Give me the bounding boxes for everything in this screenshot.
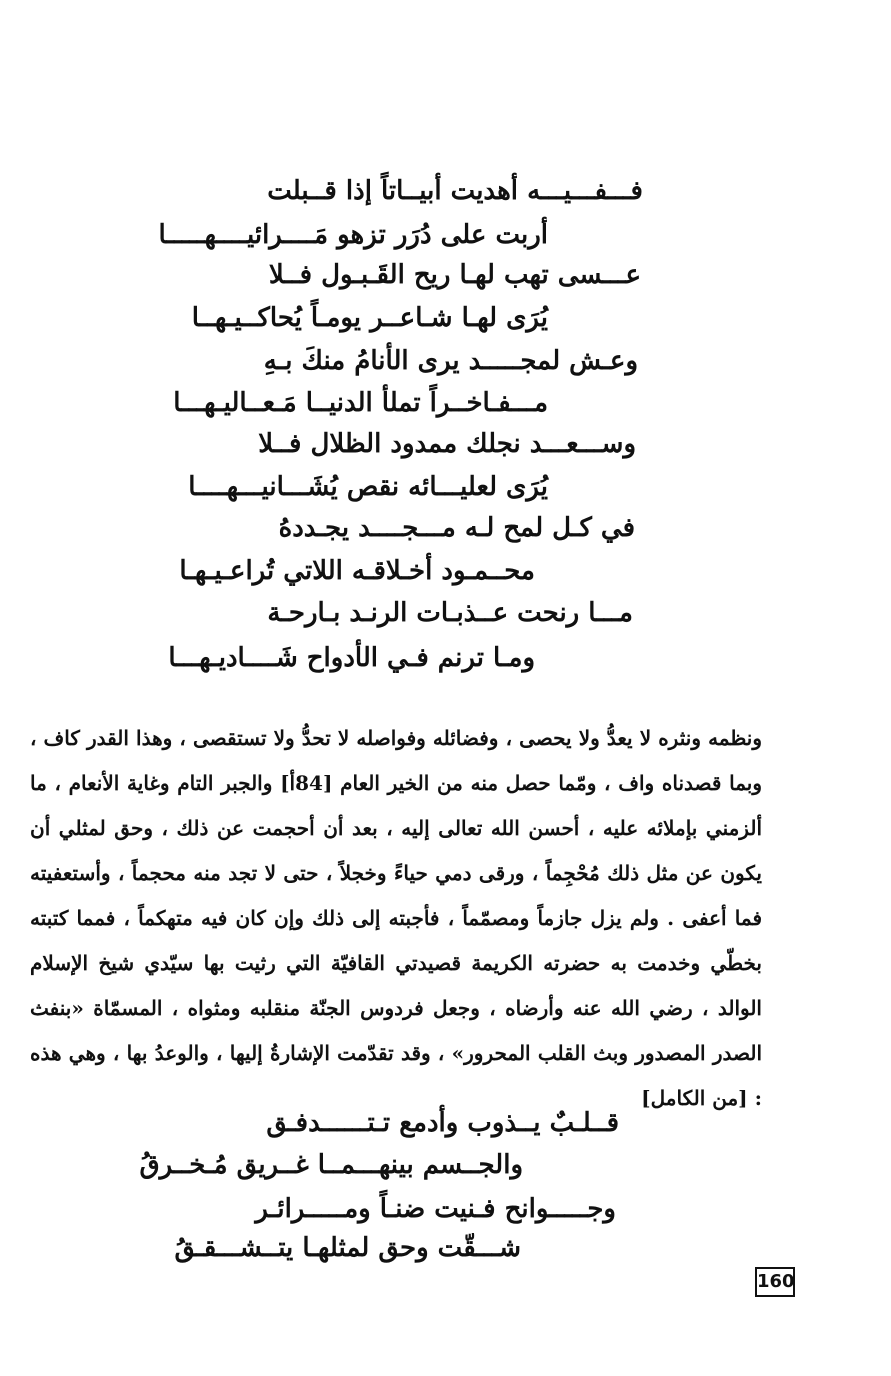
poem-verse: يُرَى لعليـــائه نقص يُشَـــانيـــهــــا [188,472,548,502]
poem-verse: شـــقّت وحق لمثلهـا يتــشـــقـقُ [174,1233,521,1263]
poem-verse: فـــفـــيـــه أهديت أبيــاتاً إذا قــبلت [267,176,643,206]
poem-verse: ومـا ترنم فـي الأدواح شَــــاديـهـــا [168,643,535,673]
poem-verse: قــلـبٌ يــذوب وأدمع تـتــــــدفـق [266,1108,619,1138]
page-number: 160 [755,1267,795,1297]
poem-verse: والجــسم بينهـــمــا غــريق مُـخــرقُ [139,1150,523,1180]
poem-verse: أربت على دُرَر تزهو مَــــرائيــــهـــــا [158,220,548,250]
paragraph-text: ونظمه ونثره لا يعدُّ ولا يحصى ، وفضائله وفواصله لا تحدُّ ولا تستقصى ، وهذا القدر كاف ، وبما قصدناه واف ، ومّما حصل منه من الخير العام [84أ] والجبر التام وغاية الأنعام ، ما ألزمني بإملائه عليه ، أحسن الله تعالى إليه ، بعد أن أحجمت عن ذلك ، وحق لمثلي أن يكون عن مثل ذلك مُحْجِماً ، ورقى دمي حياءً وخجلاً ، حتى لا تجد منه محجماً ، وأستعفيته فما أعفى . ولم يزل جازماً ومصمّماً ، فأجبته إلى ذلك وإن كان فيه متهكماً ، فمما كتبته بخطّي وخدمت به حضرته الكريمة قصيدتي القافيّة التي رثيت بها سيّدي شيخ الإسلام الوالد ، رضي الله عنه وأرضاه ، وجعل فردوس الجنّة منقلبه ومثواه ، المسمّاة «بنفث الصدر المصدور وبث القلب المحرور» ، وقد تقدّمت الإشارةُ إليها ، والوعدُ بها ، وهي هذه : [من الكامل] [30,726,762,1110]
poem-verse: محــمـود أخـلاقـه اللاتي تُراعـيـهـا [179,556,535,586]
poem-verse: وســـعـــد نجلك ممدود الظلال فــلا [258,429,636,459]
poem-verse: وجـــــوانح فـنيت ضنـاً ومـــــرائـر [255,1194,616,1224]
poem-verse: عـــسى تهب لهـا ريح القَـبـول فــلا [268,260,641,290]
poem-verse: وعـش لمجـــــد يرى الأنامُ منكَ بـهِ [263,346,638,376]
poem-verse: يُرَى لهـا شـاعــر يومـاً يُحاكــيـهــا [191,303,548,333]
prose-paragraph [30,716,762,1121]
poem-verse: في كـل لمح لـه مـــجــــد يجـددهُ [278,513,635,543]
poem-verse: مـــا رنحت عــذبـات الرنـد بـارحـة [267,598,633,628]
poem-verse: مـــفـاخــراً تملأ الدنيــا مَـعــاليـهـــا [173,388,548,418]
